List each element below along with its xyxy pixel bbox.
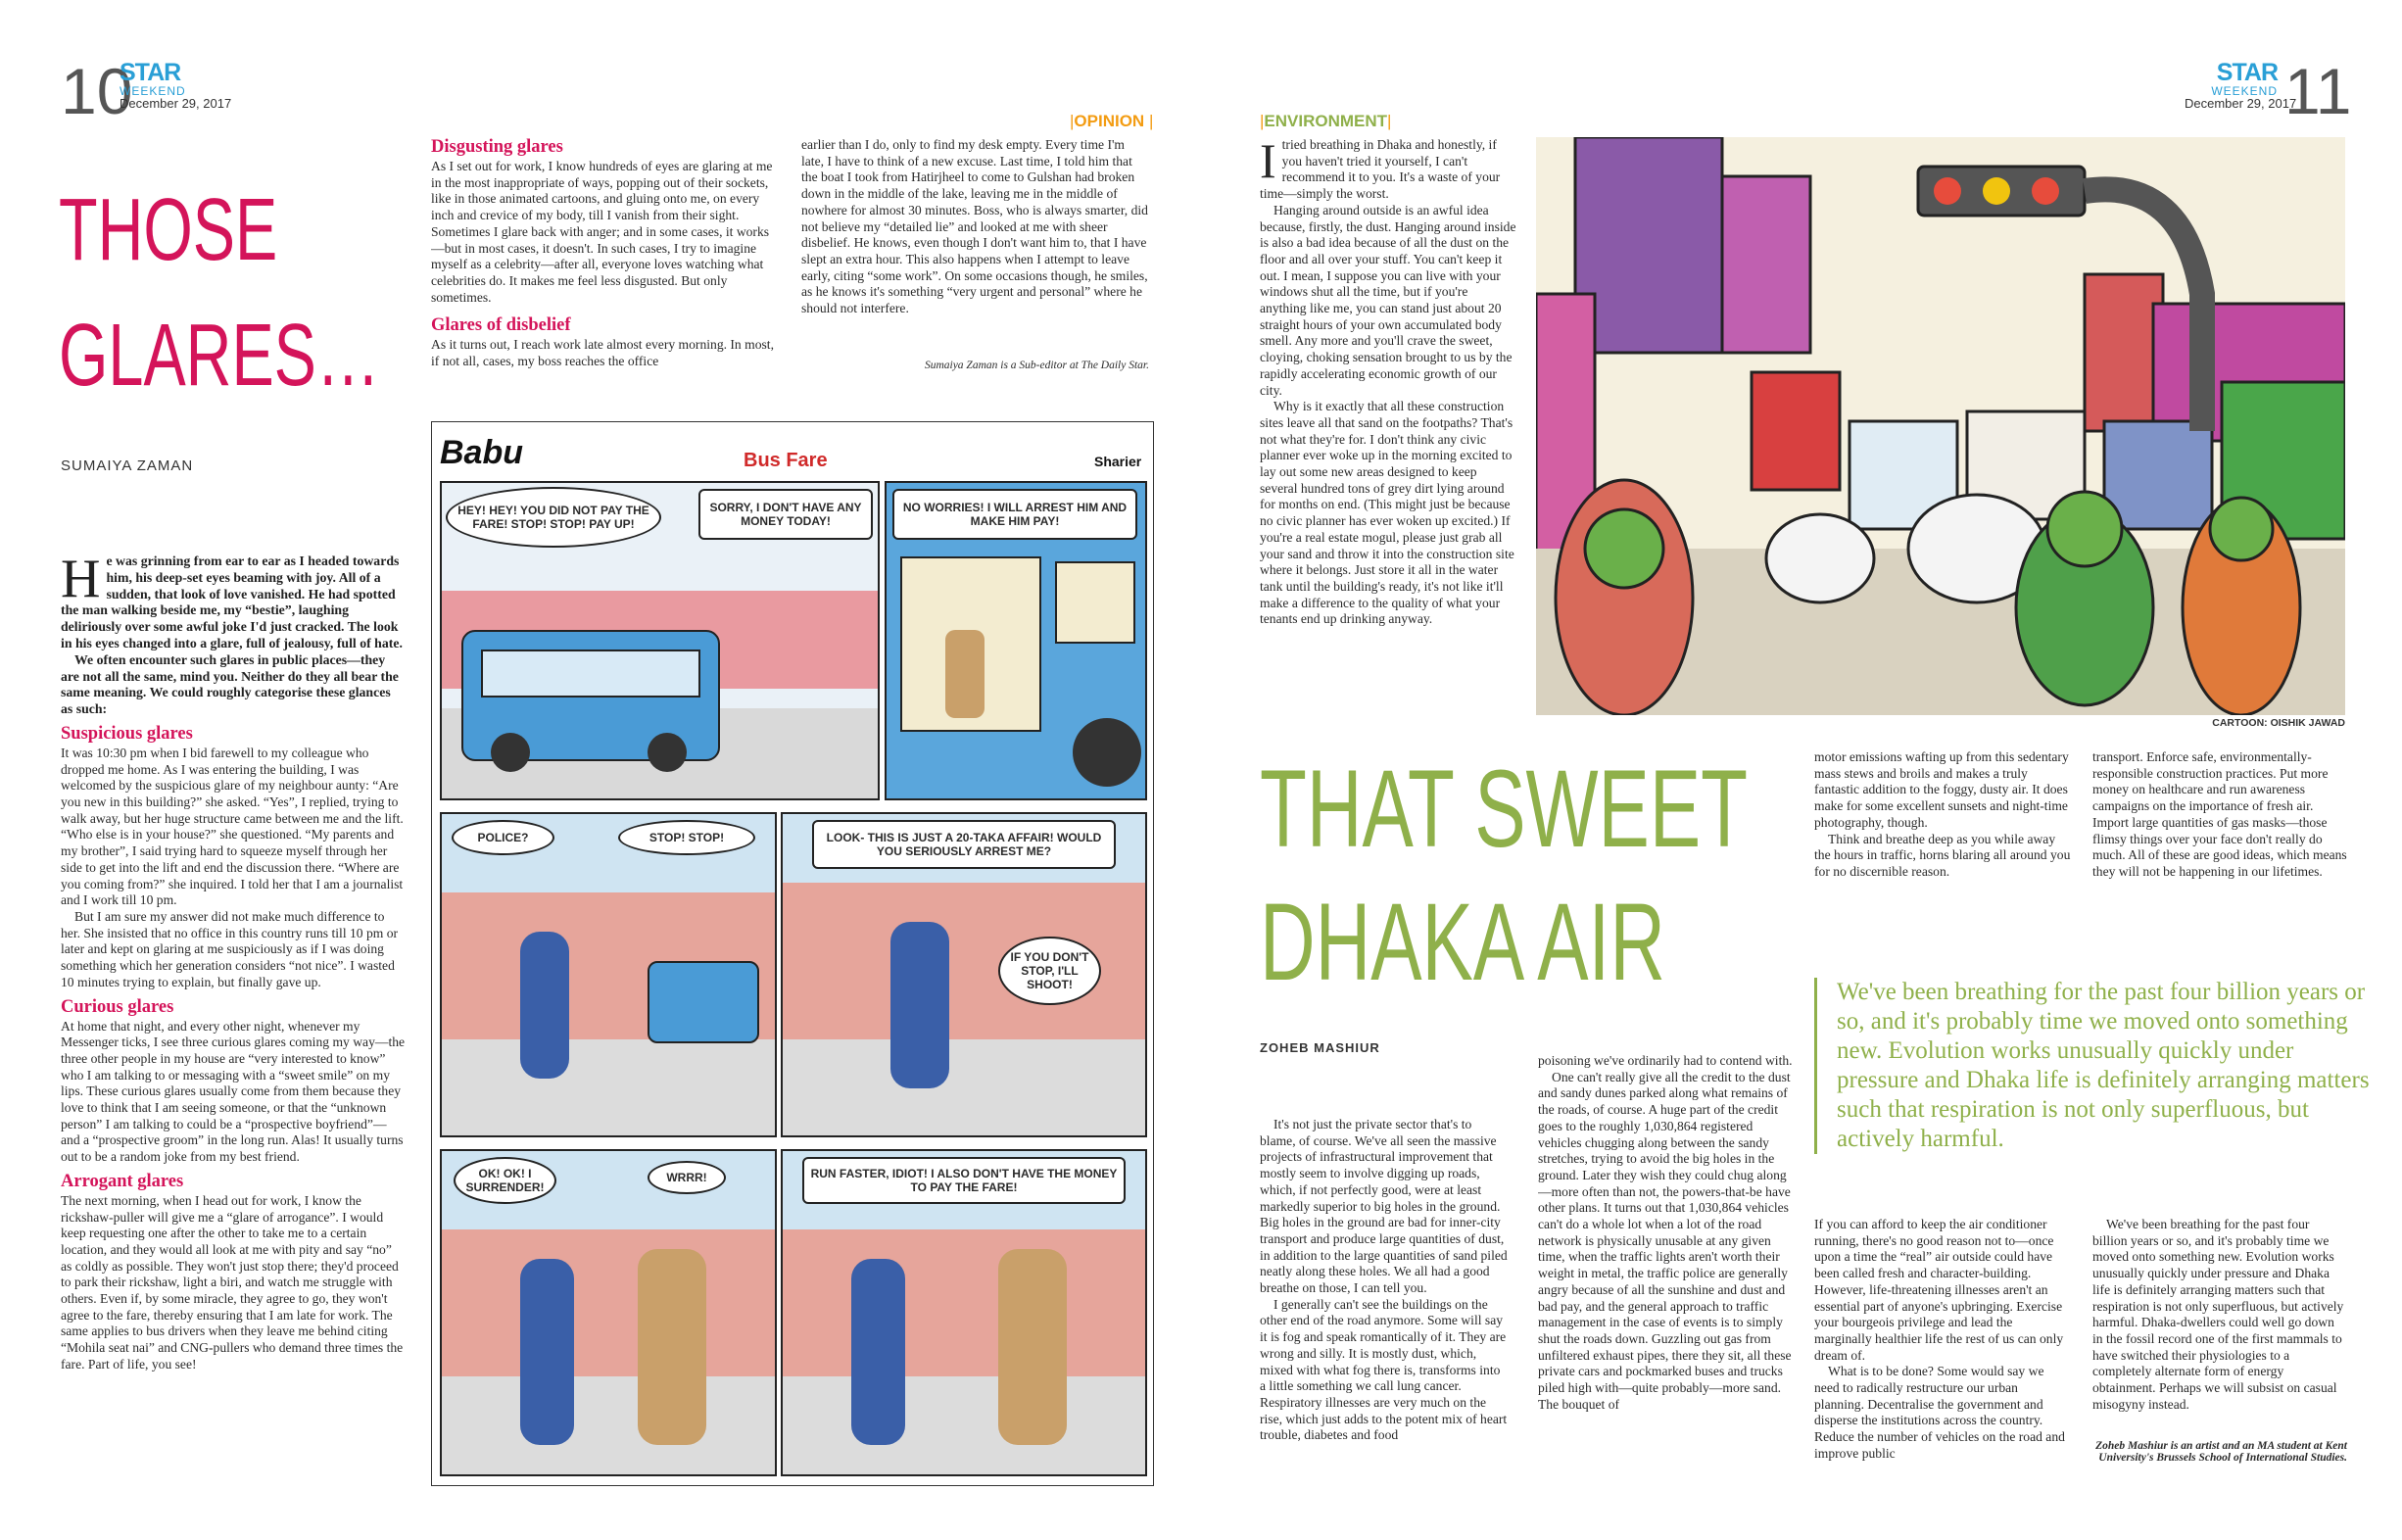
masthead [120,61,231,110]
paragraph: But I am sure my answer did not make much difference to her. She insisted that no office in this country runs till 10 pm or later and kept on glaring at me suspiciously as if I was doing something which her generation considers “not nice”. I wasted 10 minutes trying to explain, but finally gave up. [61,909,399,989]
author-note: Zoheb Mashiur is an artist and an MA student at Kent University's Brussels School of International Studies. [2095,1440,2347,1464]
headline-line2: DHAKA AIR [1260,881,1665,1003]
masthead-date: December 29, 2017 [2185,96,2297,111]
paragraph: At home that night, and every other night, whenever my Messenger ticks, I see three curious glares coming my way—the three other people in my house are “very interested to know” who I am talking to or messaging with a “sweet smile” on my lips. These curious glares usually come from them because they love to think that I am seeing someone, or that the “unknown person” I am talking to could be a “prospective boyfriend”—and a “prospective groom” in the long run. Alas! It usually turns out to be a random joke from my best friend. [61,1018,406,1165]
paragraph: We've been breathing for the past four billion years or so, and it's probably time we moved onto something new. Evolution works unusually quickly under pressure and Dhaka life is definitely arranging matters such that respiration is not only superfluous, but actively harmful. Dhaka-dwellers could well go down in the fossil record one of the first mammals to have switched their physiologies to a completely alternate form of energy obtainment. Perhaps we will subsist on casual misogyny instead. [2092,1217,2344,1412]
lead-paragraph: He was grinning from ear to ear as I headed towards him, his deep-set eyes beaming with joy. All of a sudden, that look of love vanished. He had spotted the man walking beside me, my “bestie”, laughing deliriously over some awful joke I'd just cracked. The look in his eyes changed into a glare, full of jealousy, full of hate. [61,553,403,650]
masthead-weekend: WEEKEND [120,84,186,98]
comic-panel-2 [885,481,1147,800]
paragraph: poisoning we've ordinarily had to contend with. [1538,1053,1793,1068]
masthead-star: STAR [2216,59,2278,86]
comic-panel-6 [781,1149,1147,1476]
paragraph: Hanging around outside is an awful idea because, firstly, the dust. Hanging around inside is also a bad idea because of all the dust on the floor and all over your stuff. You can't keep it out. I mean, I suppose you can live with your windows shut all the time, but if you're anything like me, you can stand just about 20 straight hours of your own accumulated body smell. Any more and you'll crave the sweet, cloying, choking sensation brought to us by the rapidly accelerating economic growth of our city. [1260,202,1516,398]
comic-panel-1 [440,481,880,800]
paragraph: If you can afford to keep the air conditioner running, there's no good reason not to—once upon a time the “real” air outside could have been called fresh and character-building. However, life-threatening illnesses aren't an essential part of anyone's upbringing. Exercise your bourgeois privilege and lead the marginally healthier life the rest of us can only dream of. [1814,1217,2064,1363]
article-column-1 [61,553,406,1484]
headline-line1: THAT SWEET [1260,747,1749,870]
paragraph: One can't really give all the credit to the dust and sandy dunes parked along what remains of the roads, of course. A huge part of the credit goes to the roughly 1,030,864 registered vehicles chugging along between the sandy stretches, trying to avoid the big holes in the ground. Later they wish they could chug along—more often than not, the powers-that-be have other plans. It turns out that 1,030,864 vehicles can't do a whole lot when a lot of the road network is physically unusable at any given time, when the traffic lights aren't worth their weight in metal, the traffic police are generally angry because of all the sunshine and dust and bad pay, and the general approach to traffic management in the case of events is to simply shut the roads down. Guzzling out gas from unfiltered exhaust pipes, there they sit, all these private cars and pockmarked buses and trucks piled high with—quite probably—more sand. The bouquet of [1538,1069,1792,1412]
paragraph: The next morning, when I head out for work, I know the rickshaw-puller will give me a “glare of arrogance”. I would keep requesting one after the other to take me to a certain location, and they would all look at me with pity and say “no” as coldly as possible. They won't just stop there; they'd proceed to park their rickshaw, light a biri, and watch me struggle with others. Even if, by some miracle, they agree to go, they won't agree to the fare, thereby ensuring that I am late for work. The same applies to bus drivers when they leave me behind citing “Mohila seat nai” and CNG-pullers who demand three times the fare. Part of life, you see! [61,1192,404,1372]
paragraph: motor emissions wafting up from this sedentary mass stews and broils and makes a truly fantastic addition to the foggy, dusty air. It does make for some excellent sunsets and night-time photography, though. [1814,749,2069,830]
author-note: Sumaiya Zaman is a Sub-editor at The Daily Star. [924,360,1149,371]
comic-panel-4 [781,812,1147,1137]
masthead [2185,59,2297,111]
page-number: 10 [61,55,133,127]
intro-column [1260,137,1516,725]
comic-panel-3 [440,812,777,1137]
dropcap: I [1260,137,1276,188]
babu-figure [520,1259,574,1445]
police-figure [998,1249,1067,1445]
comic-title: Babu [440,434,523,471]
article-column-2 [431,137,781,394]
article-column-e [1814,1217,2071,1484]
paragraph: Why is it exactly that all these construction sites leave all that sand on the footpaths? That's not what they're for. I don't think any civic planner ever woke up in the morning excited to lay out some new areas designed to keep several hundred tons of grey dirt lying around for months on end. (This might just be because no civic planner has ever woken up excited.) If you're a real estate mogul, please just grab all your sand and throw it into the construction site where it belongs. Just store it all in the water tank until the building's ready, it's not like it'll make a difference to the quality of what your tenants end up drinking anyway. [1260,399,1514,627]
comic-panel-5 [440,1149,777,1476]
article-column-3 [801,137,1149,355]
paragraph: It's not just the private sector that's to blame, of course. We've all seen the massive projects of infrastructural improvement that mostly seem to involve digging up roads, which, if not perfectly good, were at least markedly superior to big holes in the ground. Big holes in the ground are bad for inner-city transport and produce large quantities of dust, in addition to the large quantities of sand piled neatly along these holes. We all had a good breathe on those, I can tell you. [1260,1117,1508,1296]
article-column-c [1814,749,2071,906]
police-figure [638,1249,706,1445]
article-column-d [2092,749,2347,906]
comic-episode: Bus Fare [744,450,828,471]
lead-paragraph-2: We often encounter such glares in public places—they are not all the same, mind you. Neither do they all bear the same meaning. We could roughly categorise these glances as such: [61,651,399,717]
page-number: 11 [2284,55,2352,127]
section-label: |OPINION | [1070,112,1154,130]
dropcap: H [61,553,101,609]
section-environment: ENVIRONMENT [1264,112,1388,130]
comic-artist: Sharier [1094,454,1142,469]
byline: SUMAIYA ZAMAN [61,457,194,474]
speech-bubble: SORRY, I DON'T HAVE ANY MONEY TODAY! [698,489,873,540]
speech-bubble: STOP! STOP! [618,820,755,855]
speech-bubble: POLICE? [452,820,554,855]
speech-bubble: HEY! HEY! YOU DID NOT PAY THE FARE! STOP! STOP! PAY UP! [446,487,661,548]
pull-quote-text: We've been breathing for the past four billion years or so, and it's probably time we moved onto something new. Evolution works unusually quickly under pressure and Dhaka life is definitely arranging matters such that respiration is not only superfluous, but actively harmful. [1837,979,2370,1152]
masthead-date: December 29, 2017 [120,96,232,111]
subhead-disgusting: Disgusting glares [431,137,563,157]
article-column-b [1538,1053,1793,1484]
paragraph: Itried breathing in Dhaka and honestly, if you haven't tried it yourself, I can't recommend it to you. It's a waste of your time—simply the worst. [1260,137,1501,202]
byline: ZOHEB MASHIUR [1260,1040,1380,1055]
cartoon-credit: CARTOON: OISHIK JAWAD [2212,717,2345,729]
speech-bubble: NO WORRIES! I WILL ARREST HIM AND MAKE HIM PAY! [892,489,1137,540]
subhead-disbelief: Glares of disbelief [431,315,571,336]
babu-figure [851,1259,905,1445]
comic-strip [431,421,1154,1486]
headline-line2: GLARES… [59,307,380,405]
paragraph: It was 10:30 pm when I bid farewell to my colleague who dropped me home. As I was entering the building, I was welcomed by the suspicious glare of my neighbour aunty: “Are you new in this building?” she asked. “Yes”, I replied, trying to walk away, but her huge structure came between me and the lift. “Who else is in your house?” she questioned. “My parents and my brother”, I said trying hard to squeeze myself through her side to get into the lift and end the discussion there. “Where are you coming from?” she inquired. I told her that I am a journalist and I work till 10 pm. [61,745,404,908]
paragraph: What is to be done? Some would say we need to radically restructure our urban planning. Decentralise the government and disperse the institutions across the country. Reduce the number of vehicles on the road and improve public [1814,1364,2065,1461]
pull-quote [1814,978,2371,1154]
babu-figure [890,922,949,1088]
speech-bubble: IF YOU DON'T STOP, I'LL SHOOT! [998,937,1101,1005]
section-opinion: OPINION [1074,112,1145,130]
headline-line1: THOSE [59,181,278,279]
paragraph: Think and breathe deep as you while away the hours in traffic, horns blaring all around you for no discernible reason. [1814,831,2071,879]
speech-bubble: OK! OK! I SURRENDER! [454,1157,556,1204]
babu-figure [520,932,569,1079]
cartoon-illustration [1536,137,2345,715]
section-label: |ENVIRONMENT| [1260,112,1392,130]
traffic-scene-illustration [1536,137,2345,715]
speech-bubble: RUN FASTER, IDIOT! I ALSO DON'T HAVE THE MONEY TO PAY THE FARE! [802,1157,1126,1204]
paragraph: As I set out for work, I know hundreds of eyes are glaring at me in the most inappropriate of ways, popping out of their sockets, like in those animated cartoons, and gluing onto me, on every inch and crevice of my body, till I vanish from their sight. Sometimes I glare back with anger; and in some cases, it works—but in most cases, it doesn't. In such cases, I try to imagine myself as a celebrity—after all, everyone loves watching what celebrities do. It makes me feel less disgusted. But only sometimes. [431,159,773,305]
subhead-suspicious: Suspicious glares [61,723,193,744]
subhead-arrogant: Arrogant glares [61,1171,184,1191]
police-figure [945,630,985,718]
paragraph: transport. Enforce safe, environmentally-responsible construction practices. Put more money on healthcare and run awareness campaigns on the importance of fresh air. Import large quantities of gas masks—those flimsy things over your face don't really do much. All of these are good ideas, which means they will not be happening in our lifetimes. [2092,749,2347,879]
article-column-a [1260,1117,1509,1484]
article-column-f [2092,1217,2347,1437]
masthead-weekend: WEEKEND [2211,84,2278,98]
paragraph: As it turns out, I reach work late almost every morning. In most, if not all, cases, my boss reaches the office [431,337,774,369]
speech-bubble: WRRR! [648,1161,726,1194]
paragraph: I generally can't see the buildings on the other end of the road anymore. Some will say it is fog and speak romantically of it. They are wrong and silly. It is mostly dust, which, mixed with what fog there is, transforms into a little something we call lung cancer. Respiratory illnesses are very much on the rise, which just adds to the potent mix of heart trouble, diabetes and food [1260,1296,1508,1443]
subhead-curious: Curious glares [61,996,174,1017]
paragraph: earlier than I do, only to find my desk empty. Every time I'm late, I have to think of a new excuse. Last time, I told him that the boat I took from Hatirjheel to come to Gulshan had broken down in the middle of the lake, leaving me in the middle of nowhere for almost 30 minutes. Boss, who is always smarter, did not believe my “detailed lie” and looked at me with sheer disbelief. He knows, even though I don't want him to, that I have slept an extra hour. This also happens when I attempt to leave early, citing “some work”. On some occasions though, he smiles, as he knows it's something “very urgent and personal” where he should not interfere. [801,137,1148,316]
speech-bubble: LOOK- THIS IS JUST A 20-TAKA AFFAIR! WOULD YOU SERIOUSLY ARREST ME? [812,820,1116,869]
masthead-star: STAR [120,59,181,86]
